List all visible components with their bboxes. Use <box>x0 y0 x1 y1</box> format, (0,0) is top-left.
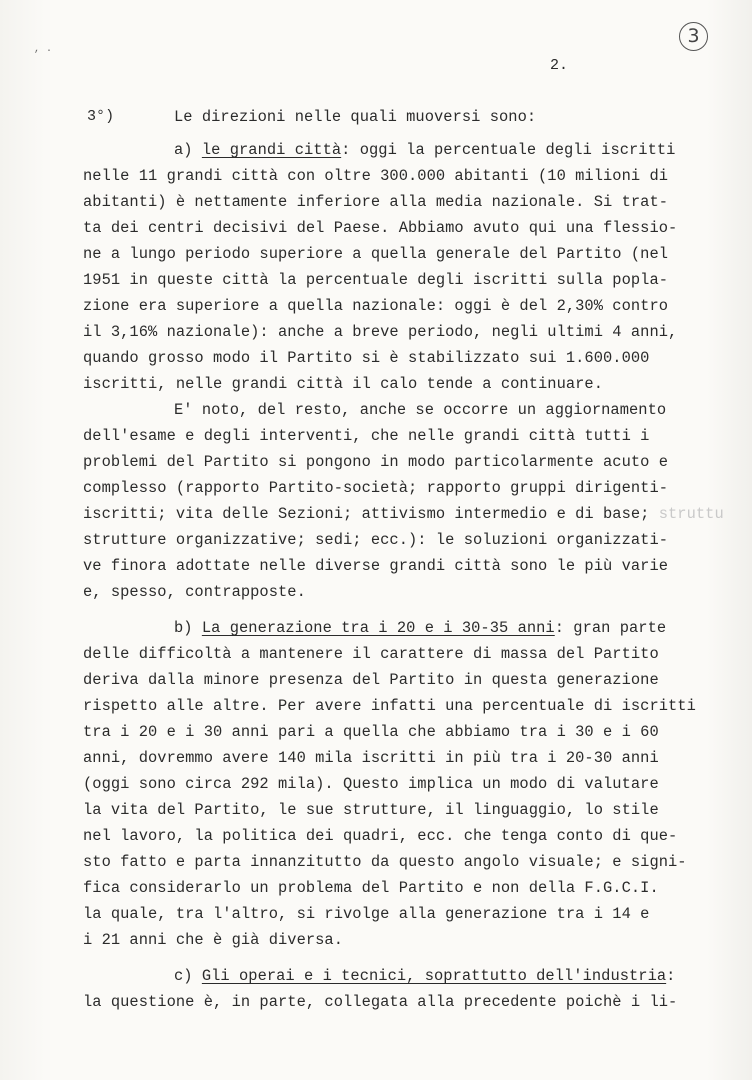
text-line <box>83 644 659 664</box>
text-segment: ne a lungo periodo superiore a quella generale del Partito (nel <box>83 245 669 263</box>
text-segment: ve finora adottate nelle diverse grandi città sono le più varie <box>83 557 669 575</box>
text-line <box>83 270 668 290</box>
text-segment: (oggi sono circa 292 mila). Questo implica un modo di valutare <box>83 775 659 793</box>
text-segment: abitanti) è nettamente inferiore alla media nazionale. Si trat- <box>83 193 669 211</box>
text-line <box>83 904 649 924</box>
text-segment: dell'esame e degli interventi, che nelle grandi città tutti i <box>83 427 650 445</box>
circled-page-number: 3 <box>679 22 708 51</box>
text-line <box>83 218 677 238</box>
text-line <box>174 400 666 420</box>
faded-text: struttu <box>658 505 724 523</box>
text-segment: : oggi la percentuale degli iscritti <box>341 141 676 159</box>
underlined-heading: La generazione tra i 20 e i 30-35 anni <box>201 619 555 637</box>
text-segment: deriva dalla minore presenza del Partito in questa generazione <box>83 671 659 689</box>
text-segment: : <box>666 967 676 985</box>
text-segment: strutture organizzative; sedi; ecc.): le soluzioni organizzati- <box>83 531 669 549</box>
text-line <box>83 166 668 186</box>
text-line <box>83 504 724 524</box>
text-segment: E' noto, del resto, anche se occorre un aggiornamento <box>174 401 667 419</box>
text-segment: delle difficoltà a mantenere il carattere di massa del Partito <box>83 645 659 663</box>
text-segment: : gran parte <box>554 619 667 637</box>
text-line <box>83 348 649 368</box>
text-line <box>83 296 668 316</box>
text-line <box>174 966 675 986</box>
text-segment: anni, dovremmo avere 140 mila iscritti in più tra i 20-30 anni <box>83 749 659 767</box>
text-line <box>83 322 677 342</box>
text-segment: la quale, tra l'altro, si rivolge alla generazione tra i 14 e <box>83 905 650 923</box>
text-segment: 1951 in queste città la percentuale degli iscritti sulla popla- <box>83 271 669 289</box>
text-line <box>83 826 677 846</box>
text-segment: ta dei centri decisivi del Paese. Abbiamo avuto qui una flessio- <box>83 219 678 237</box>
text-segment: problemi del Partito si pongono in modo particolarmente acuto e <box>83 453 669 471</box>
text-line <box>83 192 668 212</box>
text-line <box>83 722 659 742</box>
text-line <box>174 618 666 638</box>
text-line <box>83 244 668 264</box>
section-marker: 3°) <box>87 108 115 125</box>
text-line <box>83 878 659 898</box>
underlined-heading: le grandi città <box>201 141 342 159</box>
text-line <box>83 852 687 872</box>
text-segment: iscritti; vita delle Sezioni; attivismo intermedio e di base; <box>83 505 659 523</box>
text-line <box>83 992 677 1012</box>
text-line <box>83 930 343 950</box>
text-segment: fica considerarlo un problema del Partito e non della F.G.C.I. <box>83 879 659 897</box>
text-line <box>83 426 649 446</box>
underlined-heading: Gli operai e i tecnici, soprattutto dell'industria <box>201 967 667 985</box>
text-line <box>83 800 659 820</box>
text-segment: il 3,16% nazionale): anche a breve periodo, negli ultimi 4 anni, <box>83 323 678 341</box>
text-line <box>83 748 659 768</box>
text-segment: la questione è, in parte, collegata alla precedente poichè i li- <box>83 993 678 1011</box>
text-line <box>83 774 659 794</box>
text-segment: b) <box>174 619 202 637</box>
text-line <box>83 556 668 576</box>
text-line <box>174 107 536 127</box>
text-segment: zione era superiore a quella nazionale: oggi è del 2,30% contro <box>83 297 669 315</box>
page-number: 2. <box>550 57 569 74</box>
text-line <box>83 374 603 394</box>
text-segment: complesso (rapporto Partito-società; rapporto gruppi dirigenti- <box>83 479 669 497</box>
text-segment: la vita del Partito, le sue strutture, il linguaggio, lo stile <box>83 801 659 819</box>
text-segment: i 21 anni che è già diversa. <box>83 931 344 949</box>
text-line <box>83 530 668 550</box>
text-segment: sto fatto e parta innanzitutto da questo angolo visuale; e signi- <box>83 853 687 871</box>
text-segment: Le direzioni nelle quali muoversi sono: <box>174 108 537 126</box>
text-line <box>83 696 696 716</box>
text-segment: quando grosso modo il Partito si è stabilizzato sui 1.600.000 <box>83 349 650 367</box>
text-segment: tra i 20 e i 30 anni pari a quella che abbiamo tra i 30 e i 60 <box>83 723 659 741</box>
text-segment: iscritti, nelle grandi città il calo tende a continuare. <box>83 375 604 393</box>
paper-specks: , . <box>34 44 53 55</box>
text-segment: nelle 11 grandi città con oltre 300.000 abitanti (10 milioni di <box>83 167 669 185</box>
text-segment: e, spesso, contrapposte. <box>83 583 306 601</box>
text-segment: c) <box>174 967 202 985</box>
text-line <box>83 478 668 498</box>
text-segment: a) <box>174 141 202 159</box>
text-line <box>83 582 306 602</box>
text-line <box>83 452 668 472</box>
text-segment: nel lavoro, la politica dei quadri, ecc. che tenga conto di que- <box>83 827 678 845</box>
text-line <box>174 140 675 160</box>
text-segment: rispetto alle altre. Per avere infatti una percentuale di iscritti <box>83 697 696 715</box>
text-line <box>83 670 659 690</box>
